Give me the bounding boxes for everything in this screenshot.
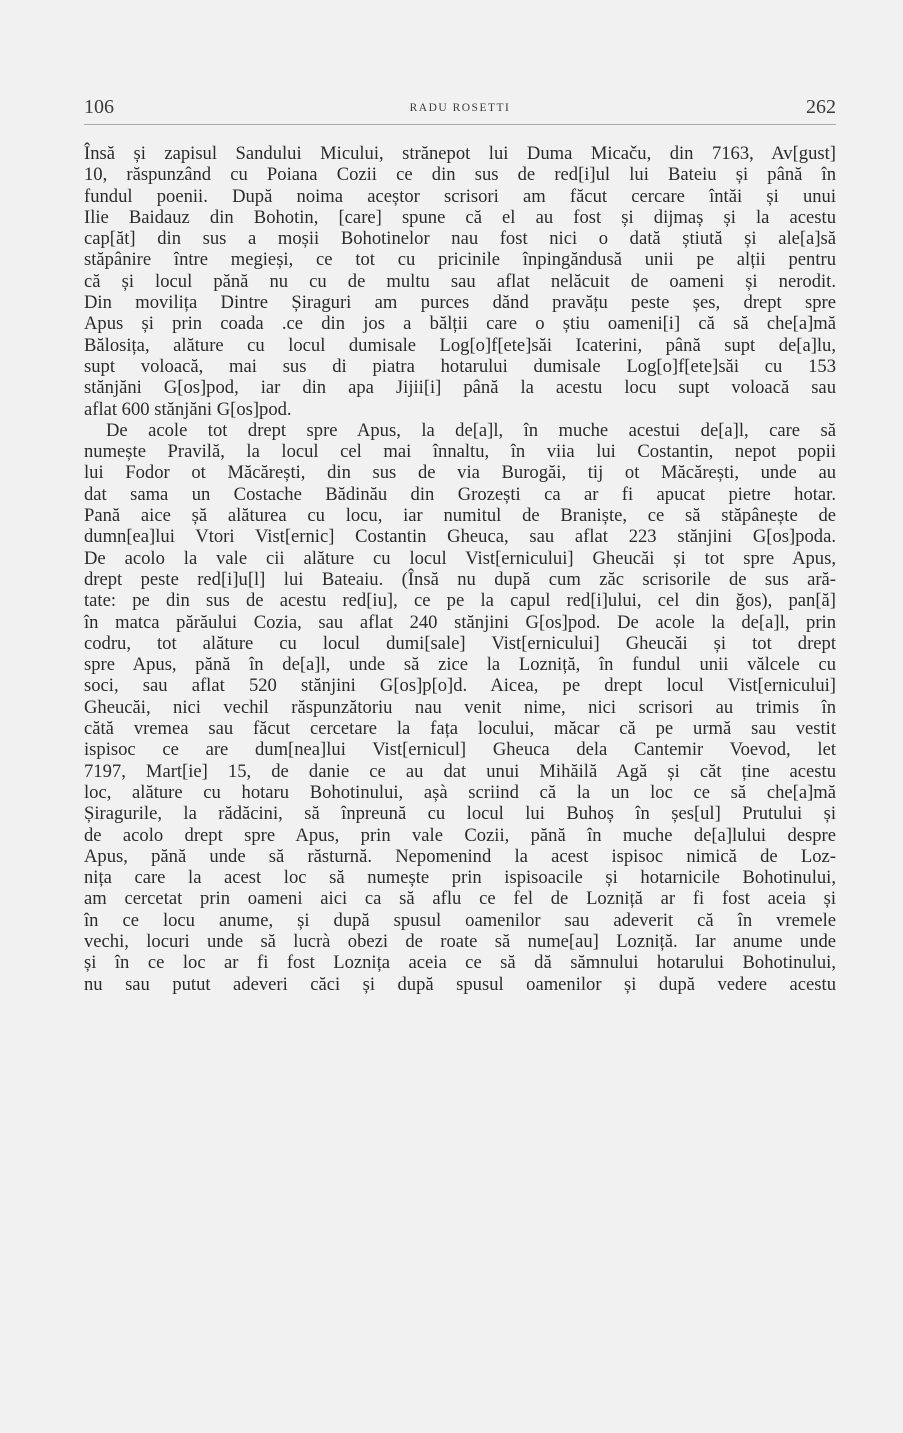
text-line: De acolo la vale cii alăture cu locul Vist[ernicului] Gheucăi și tot spre Apus, xyxy=(84,547,836,569)
text-line: și în ce loc ar fi fost Loznița aceia ce să dă sămnului hotarului Bohotinului, xyxy=(84,952,836,974)
body-text xyxy=(84,143,836,995)
running-head xyxy=(84,94,836,122)
text-line: 7197, Mart[ie] 15, de danie ce au dat unui Mihăilă Agă și căt ține acestu xyxy=(84,760,836,782)
text-line: cătă vremea sau făcut cercetare la fața locului, măcar că pe urmă sau vestit xyxy=(84,718,836,740)
text-line: Bălosița, alăture cu locul dumisale Log[o]f[ete]săi Icaterini, până supt de[a]lu, xyxy=(84,334,836,356)
page-number-left: 106 xyxy=(84,96,114,118)
text-line: loc, alăture cu hotaru Bohotinului, așà scriind că la un loc ce să che[a]mă xyxy=(84,781,836,803)
text-line: dumn[ea]lui Vtori Vist[ernic] Costantin Gheuca, sau aflat 223 stănjini G[os]poda. xyxy=(84,526,836,548)
text-line: că și locul pănă nu cu de multu sau aflat nelăcuit de oameni și nerodit. xyxy=(84,270,836,292)
text-line: stănjăni G[os]pod, iar din apa Jijii[i] până la acestu locu supt voloacă sau xyxy=(84,377,836,399)
paragraph-2 xyxy=(84,420,836,995)
text-line: cap[ăt] din sus a moșii Bohotinelor nau fost nici o dată știută și ale[a]să xyxy=(84,228,836,250)
text-line: aflat 600 stănjăni G[os]pod. xyxy=(84,398,292,420)
text-line: Apus și prin coada .ce din jos a bălții care o știu oameni[i] că să che[a]mă xyxy=(84,313,836,335)
text-line: De acole tot drept spre Apus, la de[a]l, în muche acestui de[a]l, care să xyxy=(106,419,836,441)
text-line: vechi, locuri unde să lucrà obezi de roate să nume[au] Lozniță. Iar anume unde xyxy=(84,930,836,952)
text-line: lui Fodor ot Măcărești, din sus de via Burogăi, tij ot Măcărești, unde au xyxy=(84,462,836,484)
text-line: Gheucăi, nici vechil răspunzătoriu nau venit nime, nici scrisori au trimis în xyxy=(84,696,836,718)
text-line: stăpânire între megieși, ce tot cu pricinile înpingăndusă unii pe alții pentru xyxy=(84,249,836,271)
text-line: Șiragurile, la rădăcini, să înpreună cu locul lui Buhoș în șes[ul] Prutului și xyxy=(84,803,836,825)
text-line: numește Pravilă, la locul cel mai înnaltu, în viia lui Costantin, nepot popii xyxy=(84,441,836,463)
text-line: Pană aice șă alăturea cu locu, iar numitul de Braniște, ce să stăpânește de xyxy=(84,505,836,527)
text-line: în ce locu anume, și după spusul oamenilor sau adeverit că în vremele xyxy=(84,909,836,931)
text-line: Ilie Baidauz din Bohotin, [care] spune că el au fost și dijmaș și la acestu xyxy=(84,206,836,228)
text-line: fundul poenii. După noima aceștor scrisori am făcut cercare întăi și unui xyxy=(84,185,836,207)
text-line: drept peste red[i]u[l] lui Bateaiu. (Însă nu după cum zăc scrisorile de sus ară- xyxy=(84,568,836,590)
text-line: Apus, pănă unde să răsturnă. Nepomenind la acest ispisoc nimică de Loz- xyxy=(84,845,836,867)
text-line: de acolo drept spre Apus, prin vale Cozii, pănă în muche de[a]lului despre xyxy=(84,824,836,846)
running-title: RADU ROSETTI xyxy=(409,102,511,114)
book-page xyxy=(84,94,836,995)
text-line: în matca părăului Cozia, sau aflat 240 stănjini G[os]pod. De acole la de[a]l, prin xyxy=(84,611,836,633)
text-line: tate: pe din sus de acestu red[iu], ce pe la capul red[i]ului, cel din ğos), pan[ă] xyxy=(84,590,836,612)
text-line: 10, răspunzând cu Poiana Cozii ce din sus de red[i]ul lui Bateiu și până în xyxy=(84,164,836,186)
page-number-right: 262 xyxy=(806,96,836,118)
text-line: nița care la acest loc să numește prin ispisoacile și hotarnicile Bohotinului, xyxy=(84,867,836,889)
paragraph-1 xyxy=(84,143,836,420)
text-line: spre Apus, pănă în de[a]l, unde să zice la Lozniță, în fundul unii vălcele cu xyxy=(84,654,836,676)
text-line: soci, sau aflat 520 stănjini G[os]p[o]d. Aicea, pe drept locul Vist[ernicului] xyxy=(84,675,836,697)
text-line: Din movilița Dintre Șiraguri am purces dănd pravățu peste șes, drept spre xyxy=(84,292,836,314)
header-rule xyxy=(84,124,836,125)
text-line: Însă și zapisul Sandului Micului, strănepot lui Duma Micaču, din 7163, Av[gust] xyxy=(84,143,836,164)
text-line: dat sama un Costache Bădinău din Grozești ca ar fi apucat pietre hotar. xyxy=(84,483,836,505)
text-line: am cercetat prin oameni aici ca să aflu ce fel de Lozniță ar fi fost aceia și xyxy=(84,888,836,910)
text-line: supt voloacă, mai sus di piatra hotarului dumisale Log[o]f[ete]săi cu 153 xyxy=(84,355,836,377)
text-line: nu sau putut adeveri căci și după spusul oamenilor și după vedere acestu xyxy=(84,973,836,995)
text-line: ispisoc ce are dum[nea]lui Vist[ernicul] Gheuca dela Cantemir Voevod, let xyxy=(84,739,836,761)
text-line: codru, tot alăture cu locul dumi[sale] Vist[ernicului] Gheucăi și tot drept xyxy=(84,632,836,654)
